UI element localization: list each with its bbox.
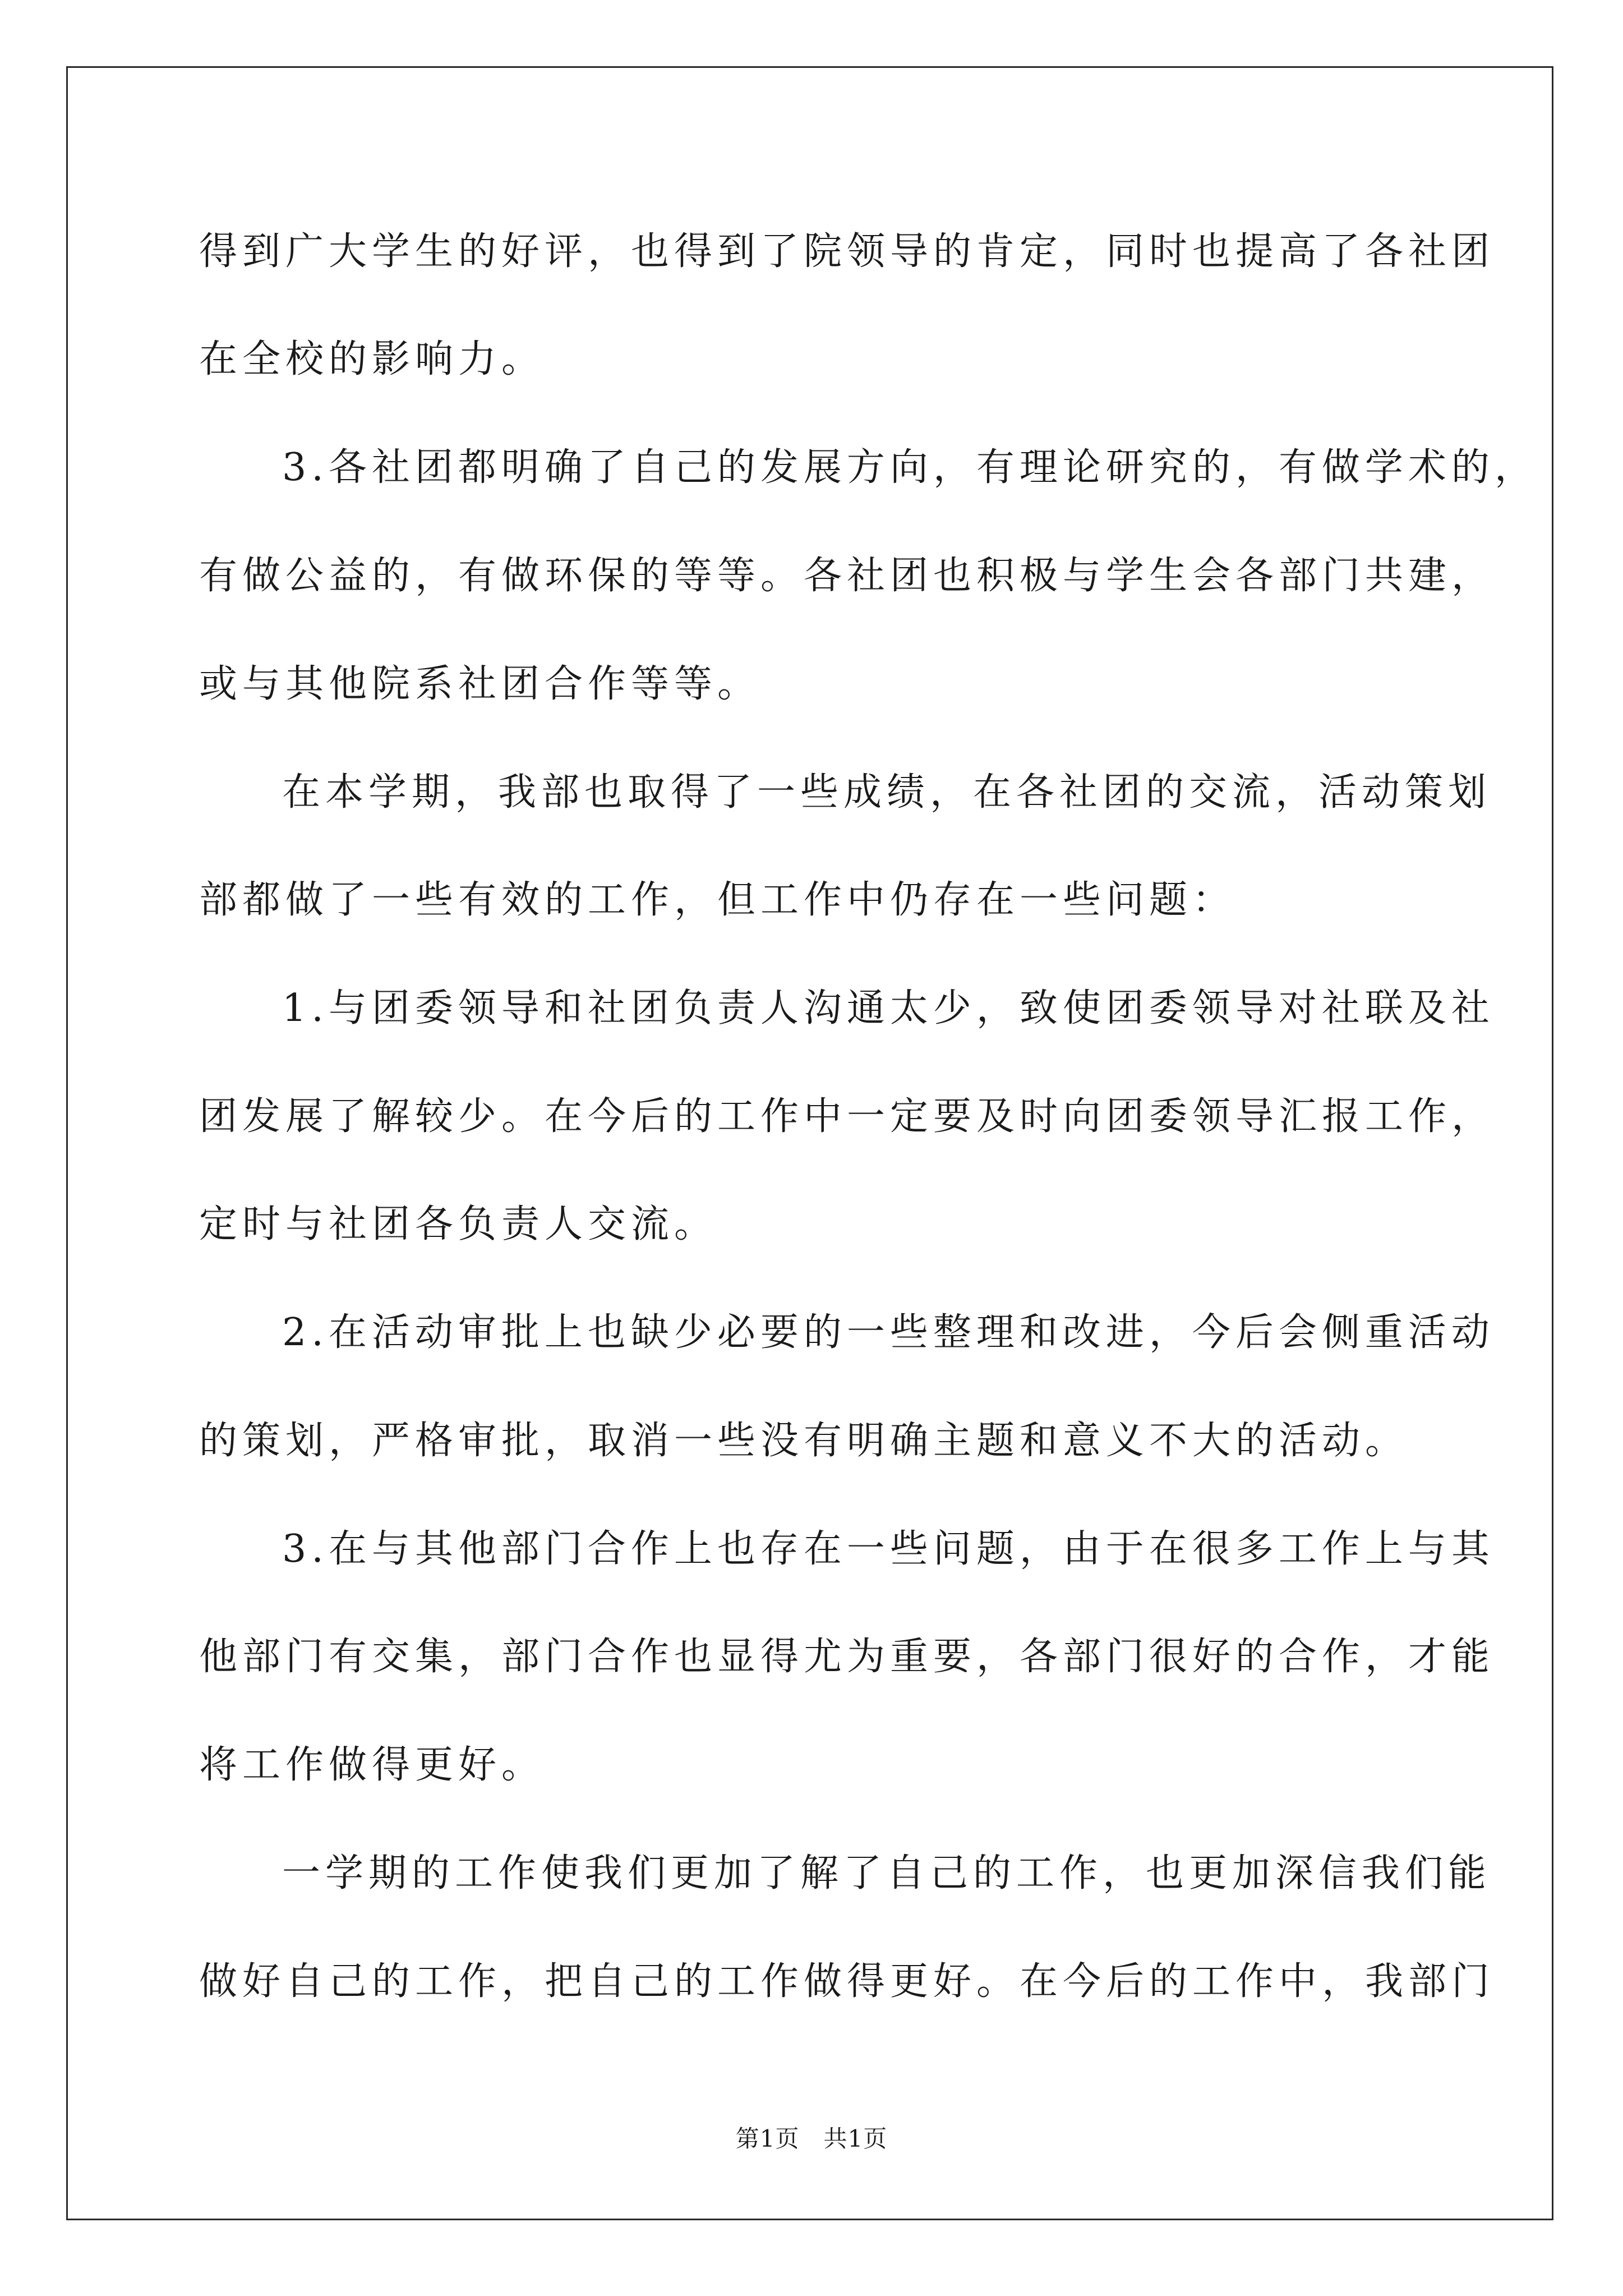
text-line: 的策划，严格审批，取消一些没有明确主题和意义不大的活动。 [199, 1419, 1409, 1463]
text-line: 有做公益的，有做环保的等等。各社团也积极与学生会各部门共建， [199, 554, 1495, 598]
text-line: 3.在与其他部门合作上也存在一些问题，由于在很多工作上与其 [282, 1527, 1495, 1571]
text-line: 定时与社团各负责人交流。 [199, 1202, 718, 1246]
page-border [66, 66, 1553, 2220]
text-line: 3.各社团都明确了自己的发展方向，有理论研究的，有做学术的， [282, 445, 1538, 490]
text-line: 他部门有交集，部门合作也显得尤为重要，各部门很好的合作，才能 [199, 1635, 1495, 1679]
text-line: 将工作做得更好。 [199, 1743, 545, 1787]
text-line: 一学期的工作使我们更加了解了自己的工作，也更加深信我们能 [282, 1851, 1492, 1895]
text-line: 做好自己的工作，把自己的工作做得更好。在今后的工作中，我部门 [199, 1959, 1495, 2004]
text-line: 团发展了解较少。在今后的工作中一定要及时向团委领导汇报工作， [199, 1094, 1495, 1139]
text-line: 在全校的影响力。 [199, 337, 545, 381]
page-footer: 第1页 共1页 [735, 2125, 888, 2152]
text-line: 在本学期，我部也取得了一些成绩，在各社团的交流，活动策划 [282, 770, 1492, 815]
text-line: 得到广大学生的好评，也得到了院领导的肯定，同时也提高了各社团 [199, 229, 1495, 274]
text-line: 部都做了一些有效的工作，但工作中仍存在一些问题： [199, 878, 1236, 922]
text-line: 1.与团委领导和社团负责人沟通太少，致使团委领导对社联及社 [282, 986, 1495, 1030]
text-line: 2.在活动审批上也缺少必要的一些整理和改进，今后会侧重活动 [282, 1310, 1495, 1355]
text-line: 或与其他院系社团合作等等。 [199, 662, 761, 706]
